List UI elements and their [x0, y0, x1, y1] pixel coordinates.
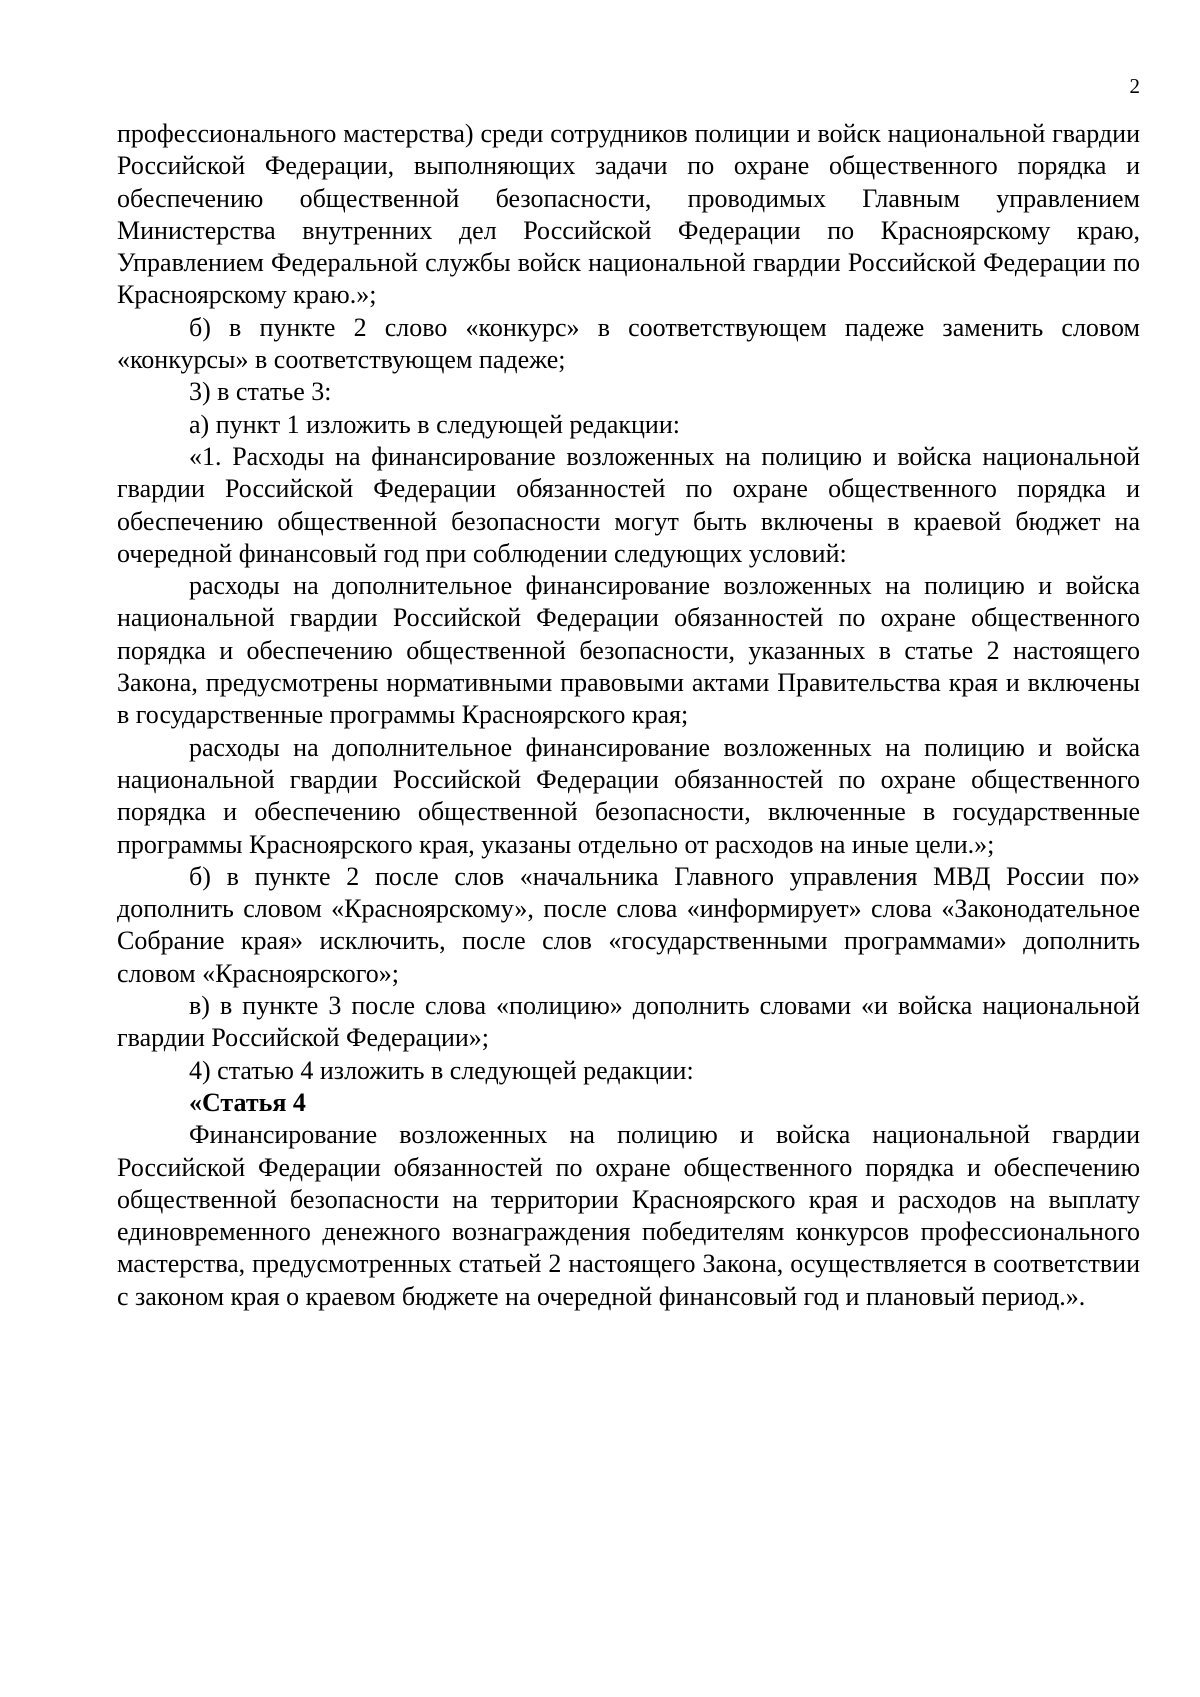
paragraph-item-4: 4) статью 4 изложить в следующей редакции:: [189, 1055, 694, 1085]
paragraph-condition-1: расходы на дополнительное финансирование возложенных на полицию и войска национальной гвардии Российской Федерации обязанностей по охране общественного порядка и обеспечению общественной безопасности, указанных в статье 2 настоящего Закона, предусмотрены нормативными правовыми актами Правительства края и включены в государственные программы Красноярского края;: [117, 571, 1140, 730]
article-4-heading: «Статья 4: [189, 1087, 306, 1117]
document-body: [117, 118, 1140, 1313]
paragraph-condition-2: расходы на дополнительное финансирование возложенных на полицию и войска национальной гвардии Российской Федерации обязанностей по охране общественного порядка и обеспечению общественной безопасности, включенные в государственные программы Красноярского края, указаны отдельно от расходов на иные цели.»;: [117, 732, 1140, 859]
paragraph-amendment-b-2: б) в пункте 2 после слов «начальника Главного управления МВД России по» дополнить словом «Красноярскому», после слова «информирует» слова «Законодательное Собрание края» исключить, после слов «государственными программами» дополнить словом «Красноярского»;: [117, 861, 1140, 988]
paragraph-article-4-text: Финансирование возложенных на полицию и войска национальной гвардии Российской Федерации обязанностей по охране общественного порядка и обеспечению общественной безопасности на территории Красноярского края и расходов на выплату единовременного денежного вознаграждения победителям конкурсов профессионального мастерства, предусмотренных статьей 2 настоящего Закона, осуществляется в соответствии с законом края о краевом бюджете на очередной финансовый год и плановый период.».: [117, 1120, 1140, 1311]
paragraph-item-3: 3) в статье 3:: [189, 377, 332, 407]
paragraph-clause-1: «1. Расходы на финансирование возложенных на полицию и войска национальной гвардии Российской Федерации обязанностей по охране общественного порядка и обеспечению общественной безопасности могут быть включены в краевой бюджет на очередной финансовый год при соблюдении следующих условий:: [117, 441, 1140, 568]
paragraph-amendment-v: в) в пункте 3 после слова «полицию» дополнить словами «и войска национальной гвардии Российской Федерации»;: [117, 991, 1140, 1053]
paragraph-continuation: профессионального мастерства) среди сотрудников полиции и войск национальной гвардии Российской Федерации, выполняющих задачи по охране общественного порядка и обеспечению общественной безопасности, проводимых Главным управлением Министерства внутренних дел Российской Федерации по Красноярскому краю, Управлением Федеральной службы войск национальной гвардии Российской Федерации по Красноярскому краю.»;: [117, 119, 1140, 310]
paragraph-amendment-a: а) пункт 1 изложить в следующей редакции:: [189, 409, 680, 439]
paragraph-amendment-b-1: б) в пункте 2 слово «конкурс» в соответствующем падеже заменить словом «конкурсы» в соответствующем падеже;: [117, 312, 1140, 375]
page-number: 2: [1129, 74, 1140, 98]
